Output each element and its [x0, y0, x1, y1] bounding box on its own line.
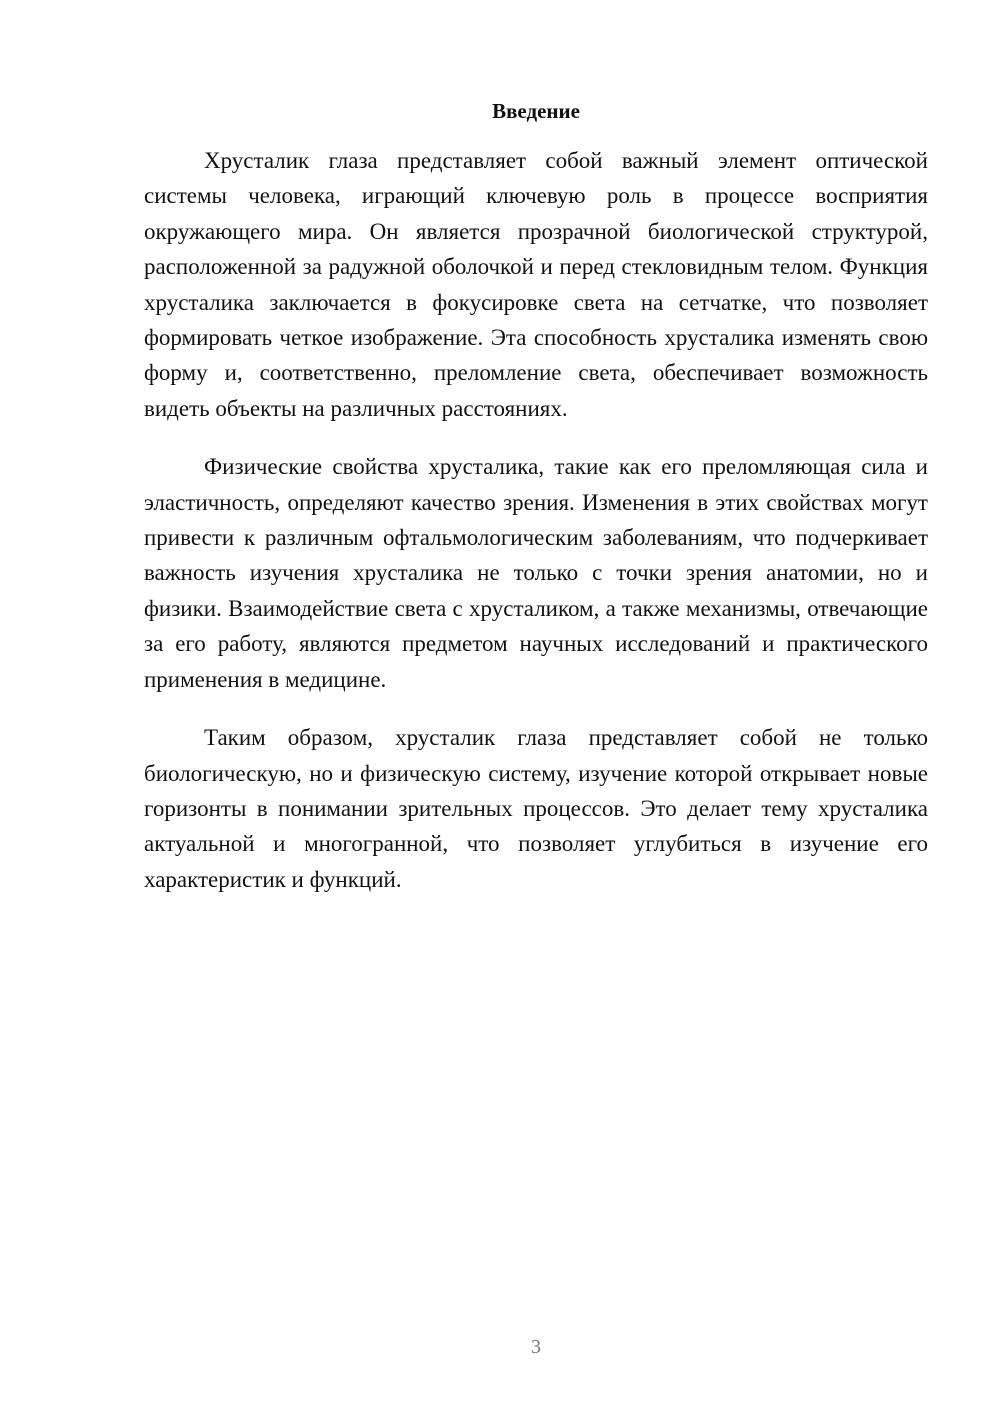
paragraph-1: Хрусталик глаза представляет собой важный элемент оптической системы человека, играющий ключевую роль в процессе восприятия окружающего мира. Он является прозрачной биологической структурой, расположенной за радужной оболочкой и перед стекловидным телом. Функция хрусталика заключается в фокусировке света на сетчатке, что позволяет формировать четкое изображение. Эта способность хрусталика изменять свою форму и, соответственно, преломление света, обеспечивает возможность видеть объекты на различных расстояниях.	[144, 148, 928, 421]
paragraph-3: Таким образом, хрусталик глаза представляет собой не только биологическую, но и физическую систему, изучение которой открывает новые горизонты в понимании зрительных процессов. Это делает тему хрусталика актуальной и многогранной, что позволяет углубиться в изучение его характеристик и функций.	[144, 725, 928, 892]
body-text	[144, 143, 928, 920]
section-heading: Введение	[492, 99, 580, 123]
paragraph-2: Физические свойства хрусталика, такие как его преломляющая сила и эластичность, определяют качество зрения. Изменения в этих свойствах могут привести к различным офтальмологическим заболеваниям, что подчеркивает важность изучения хрусталика не только с точки зрения анатомии, но и физики. Взаимодействие света с хрусталиком, а также механизмы, отвечающие за его работу, являются предметом научных исследований и практического применения в медицине.	[144, 454, 928, 692]
page-number: 3	[531, 1336, 541, 1358]
